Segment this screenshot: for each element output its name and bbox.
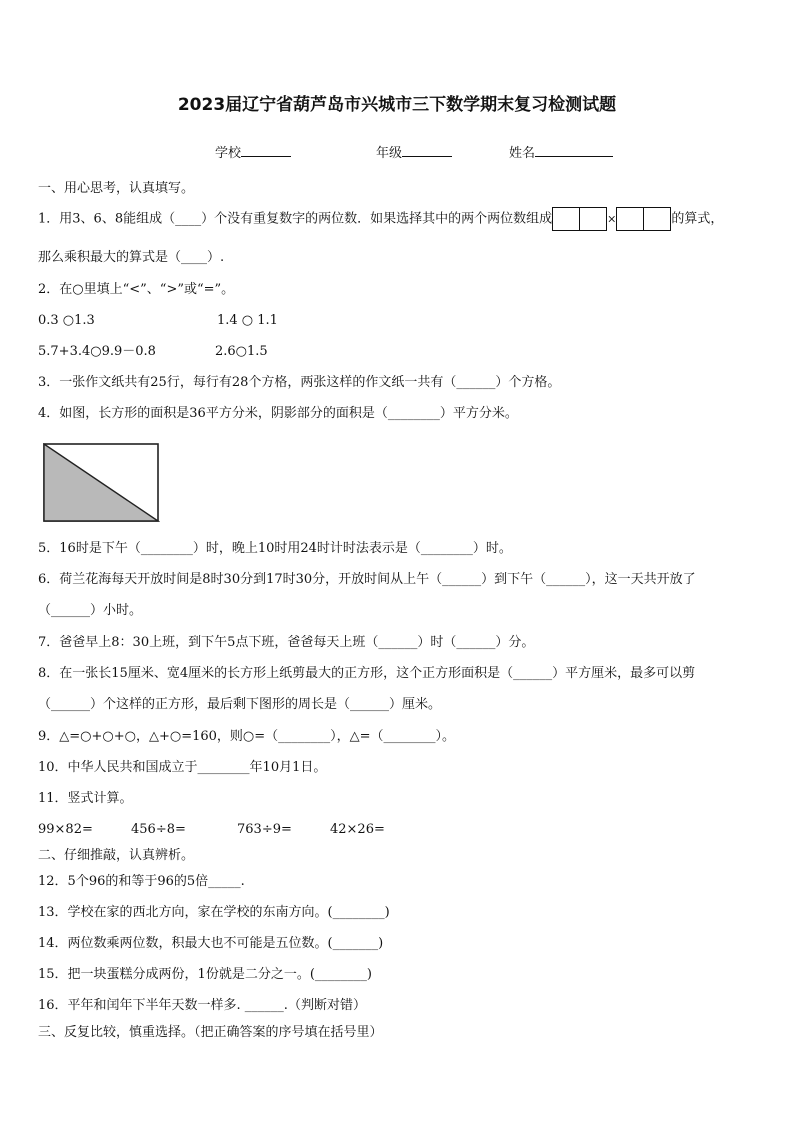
q2-compare-c: 5.7+3.4○9.9－0.8 [38,344,156,359]
question-3: 3．一张作文纸共有25行，每行有28个方格，两张这样的作文纸一共有（______）个方格。 [38,375,561,390]
question-8-line1: 8．在一张长15厘米、宽4厘米的长方形上纸剪最大的正方形，这个正方形面积是（______）平方厘米，最多可以剪 [38,666,696,681]
section-3-heading: 三、反复比较，慎重选择。（把正确答案的序号填在括号里） [38,1025,383,1040]
question-14: 14．两位数乘两位数，积最大也不可能是五位数。(_______) [38,936,384,951]
calc-item: 99×82= [38,822,93,837]
section-2-heading: 二、仔细推敲，认真辨析。 [38,848,195,863]
question-5: 5．16时是下午（________）时，晚上10时用24时计时法表示是（________）时。 [38,541,512,556]
calc-item: 42×26= [330,822,385,837]
question-8-line2: （______）个这样的正方形，最后剩下图形的周长是（______）厘米。 [38,697,442,712]
name-field[interactable] [509,142,613,161]
grade-field[interactable] [376,142,452,161]
q1-line2: 那么乘积最大的算式是（____）. [38,250,225,265]
calc-item: 763÷9= [237,822,292,837]
grade-blank[interactable] [402,144,452,157]
rectangle-figure [43,443,160,523]
question-13: 13．学校在家的西北方向，家在学校的东南方向。(________) [38,905,390,920]
question-10: 10．中华人民共和国成立于________年10月1日。 [38,760,327,775]
question-6-line2: （______）小时。 [38,603,143,618]
name-label: 姓名 [509,146,536,161]
school-label: 学校 [215,146,242,161]
section-1-heading: 一、用心思考，认真填写。 [38,181,195,196]
question-15: 15．把一块蛋糕分成两份，1份就是二分之一。(________) [38,967,372,982]
digit-box[interactable] [579,207,607,231]
question-1 [38,207,723,232]
question-6-line1: 6．荷兰花海每天开放时间是8时30分到17时30分，开放时间从上午（______）到下午（______），这一天共开放了 [38,572,696,587]
q2-compare-b: 1.4 ○ 1.1 [217,313,278,328]
school-field[interactable] [215,142,291,161]
q1-text-end: 的算式， [671,211,724,227]
question-4: 4．如图，长方形的面积是36平方分米，阴影部分的面积是（________）平方分米。 [38,406,518,421]
question-16: 16．平年和闰年下半年天数一样多. ______.（判断对错） [38,998,366,1013]
question-7: 7．爸爸早上8：30上班，到下午5点下班，爸爸每天上班（______）时（______）分。 [38,635,535,650]
digit-box[interactable] [643,207,671,231]
question-9: 9．△=○+○+○，△+○=160，则○=（________），△=（________）。 [38,729,456,744]
question-12: 12．5个96的和等于96的5倍_____. [38,874,245,889]
question-2: 2．在○里填上“<”、“>”或“=”。 [38,282,235,297]
grade-label: 年级 [376,146,403,161]
name-blank[interactable] [535,144,613,157]
calc-item: 456÷8= [131,822,186,837]
digit-box[interactable] [616,207,644,231]
q2-compare-d: 2.6○1.5 [215,344,268,359]
page-title: 2023届辽宁省葫芦岛市兴城市三下数学期末复习检测试题 [177,95,617,115]
q2-compare-a: 0.3 ○1.3 [38,313,95,328]
question-11: 11．竖式计算。 [38,791,133,806]
q1-text: 1．用3、6、8能组成（____）个没有重复数字的两位数．如果选择其中的两个两位数组成 [38,211,553,227]
school-blank[interactable] [241,144,291,157]
digit-box[interactable] [552,207,580,231]
times-sign: × [607,212,617,226]
